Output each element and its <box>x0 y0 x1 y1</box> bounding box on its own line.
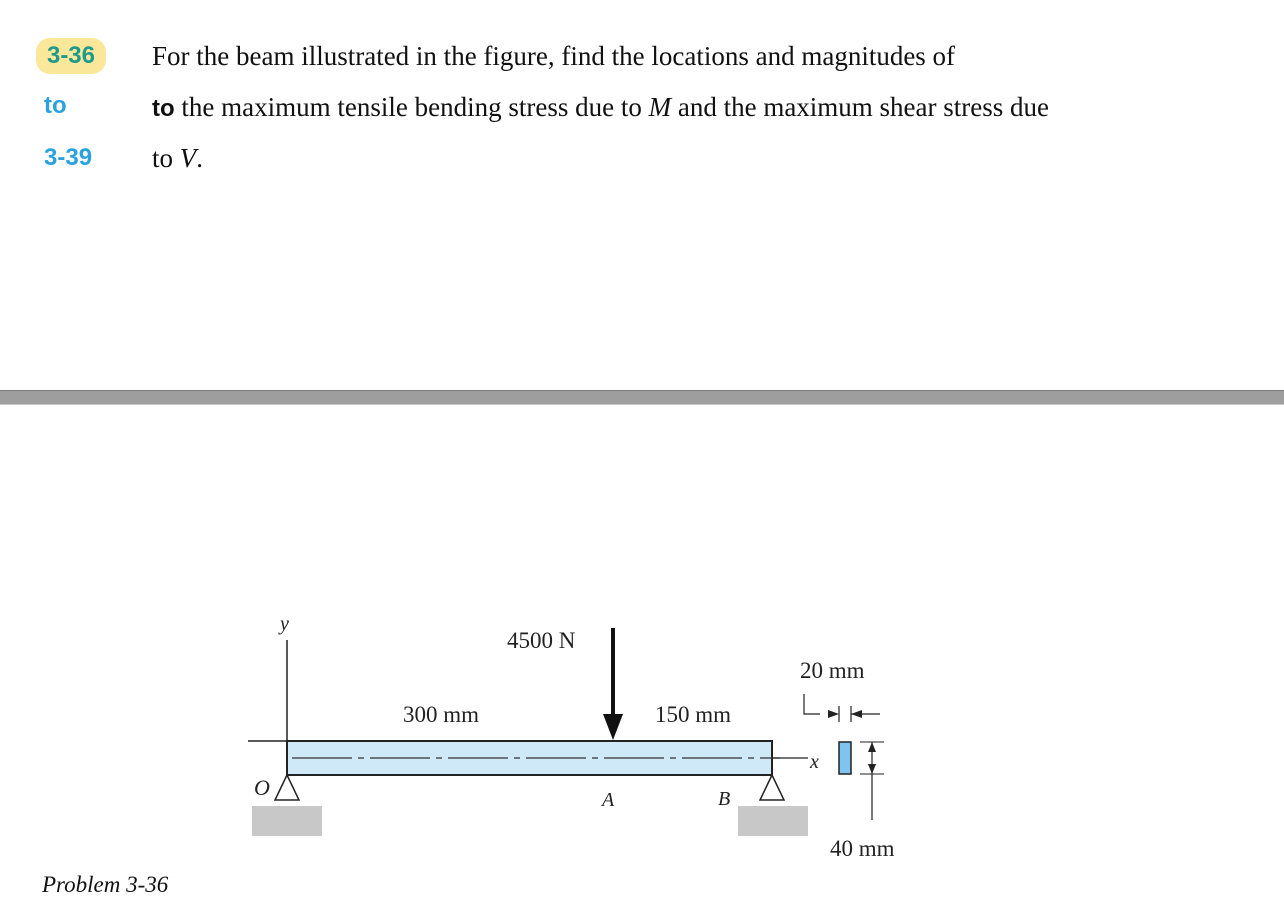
problem-number-start: 3-36 <box>36 38 106 74</box>
left-support <box>275 775 299 800</box>
height-arrow-top <box>868 742 876 752</box>
section-divider <box>0 390 1284 405</box>
right-support <box>760 775 784 800</box>
height-arrow-bottom <box>868 764 876 774</box>
problem-text-line-1 <box>152 40 955 72</box>
symbol-m: M <box>648 92 672 122</box>
width-arrow-right <box>851 710 862 718</box>
y-axis-label: y <box>280 613 289 635</box>
width-dim-label: 20 mm <box>800 658 865 683</box>
line2-pre: the maximum tensile bending stress due to <box>174 92 649 122</box>
beam-figure <box>240 610 930 870</box>
line1-text: For the beam illustrated in the figure, find the locations and magnitudes of <box>152 41 956 71</box>
load-arrow-head <box>603 714 623 740</box>
problem-text-line-3 <box>152 142 203 174</box>
origin-label: O <box>254 775 270 800</box>
beam-diagram <box>240 610 930 870</box>
point-b-label: B <box>718 788 731 810</box>
line2-bold-to: to <box>152 95 175 122</box>
line3-post: . <box>196 143 204 173</box>
line3-pre: to <box>152 143 180 173</box>
symbol-v: V <box>179 143 197 173</box>
dim-left-label: 300 mm <box>403 702 480 727</box>
width-arrow-left <box>828 710 839 718</box>
width-dim-leader <box>804 694 820 714</box>
figure-caption: Problem 3-36 <box>42 872 169 897</box>
dim-right-label: 150 mm <box>655 702 732 727</box>
left-ground <box>252 806 322 836</box>
problem-range-word: to <box>44 92 67 119</box>
problem-text-line-2 <box>152 91 1049 125</box>
point-a-label: A <box>602 789 615 811</box>
problem-number-end: 3-39 <box>44 144 93 171</box>
cross-section <box>839 742 851 774</box>
load-label: 4500 N <box>507 628 576 653</box>
height-dim-label: 40 mm <box>830 836 895 861</box>
x-axis-label: x <box>810 751 819 773</box>
right-ground <box>738 806 808 836</box>
line2-post: and the maximum shear stress due <box>671 92 1050 122</box>
